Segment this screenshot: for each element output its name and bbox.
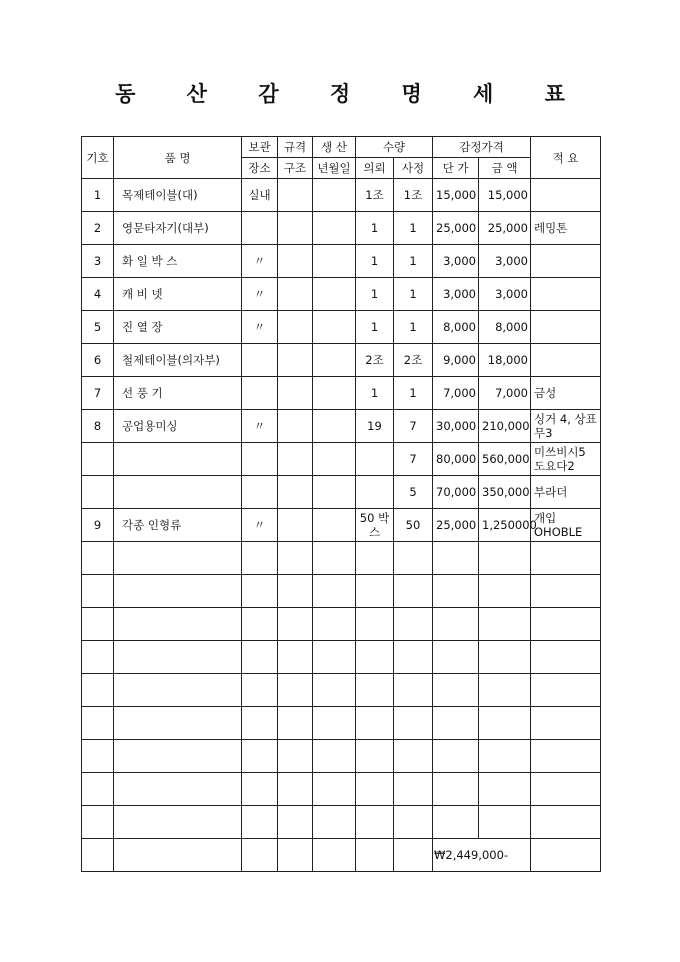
cell-amount: 210,000 xyxy=(479,410,531,443)
cell-storage: 〃 xyxy=(242,311,278,344)
empty-cell xyxy=(531,608,601,641)
cell-no: 1 xyxy=(82,179,114,212)
table-row xyxy=(82,311,601,344)
cell-remark xyxy=(531,179,601,212)
cell-qty-inspected: 1 xyxy=(394,245,433,278)
cell-name: 캐 비 넷 xyxy=(114,278,242,311)
header-storage-2: 장소 xyxy=(242,158,278,179)
cell-remark xyxy=(531,311,601,344)
cell-production xyxy=(313,344,356,377)
empty-cell xyxy=(278,575,313,608)
empty-cell xyxy=(394,839,433,872)
total-row xyxy=(82,839,601,872)
cell-amount: 1,250000 xyxy=(479,509,531,542)
cell-qty-requested xyxy=(356,476,394,509)
cell-remark: 개입 OHOBLE xyxy=(531,509,601,542)
empty-cell xyxy=(433,740,479,773)
cell-production xyxy=(313,476,356,509)
cell-amount: 560,000 xyxy=(479,443,531,476)
empty-cell xyxy=(278,740,313,773)
cell-unit-price: 7,000 xyxy=(433,377,479,410)
empty-cell xyxy=(114,542,242,575)
cell-storage xyxy=(242,377,278,410)
empty-cell xyxy=(313,806,356,839)
empty-cell xyxy=(82,641,114,674)
cell-spec xyxy=(278,410,313,443)
cell-amount: 350,000 xyxy=(479,476,531,509)
empty-cell xyxy=(242,740,278,773)
cell-spec xyxy=(278,245,313,278)
empty-cell xyxy=(531,542,601,575)
cell-production xyxy=(313,179,356,212)
cell-name: 목제테이블(대) xyxy=(114,179,242,212)
table-row xyxy=(82,344,601,377)
header-spec-2: 구조 xyxy=(278,158,313,179)
cell-unit-price: 80,000 xyxy=(433,443,479,476)
blank-row xyxy=(82,806,601,839)
cell-spec xyxy=(278,377,313,410)
header-amount: 금 액 xyxy=(479,158,531,179)
cell-qty-requested: 50 박스 xyxy=(356,509,394,542)
cell-production xyxy=(313,212,356,245)
header-price: 감정가격 xyxy=(433,137,531,158)
cell-production xyxy=(313,245,356,278)
cell-remark: 금성 xyxy=(531,377,601,410)
cell-remark xyxy=(531,344,601,377)
cell-unit-price: 3,000 xyxy=(433,245,479,278)
empty-cell xyxy=(278,641,313,674)
empty-cell xyxy=(114,806,242,839)
empty-cell xyxy=(394,707,433,740)
empty-cell xyxy=(114,674,242,707)
empty-cell xyxy=(433,641,479,674)
cell-storage: 〃 xyxy=(242,278,278,311)
empty-cell xyxy=(394,674,433,707)
cell-qty-requested: 19 xyxy=(356,410,394,443)
empty-cell xyxy=(433,575,479,608)
empty-cell xyxy=(433,608,479,641)
cell-no: 7 xyxy=(82,377,114,410)
cell-name: 선 풍 기 xyxy=(114,377,242,410)
cell-no: 4 xyxy=(82,278,114,311)
cell-remark xyxy=(531,245,601,278)
cell-spec xyxy=(278,311,313,344)
cell-qty-requested: 1 xyxy=(356,212,394,245)
document-title: 동 산 감 정 명 세 표 xyxy=(115,81,587,106)
empty-cell xyxy=(242,674,278,707)
cell-name: 공업용미싱 xyxy=(114,410,242,443)
cell-spec xyxy=(278,509,313,542)
empty-cell xyxy=(531,575,601,608)
cell-amount: 8,000 xyxy=(479,311,531,344)
cell-no: 6 xyxy=(82,344,114,377)
cell-storage: 〃 xyxy=(242,245,278,278)
empty-cell xyxy=(114,740,242,773)
empty-cell xyxy=(394,641,433,674)
empty-cell xyxy=(479,542,531,575)
empty-cell xyxy=(114,641,242,674)
appraisal-table xyxy=(81,136,601,872)
cell-production xyxy=(313,509,356,542)
blank-row xyxy=(82,674,601,707)
cell-storage: 실내 xyxy=(242,179,278,212)
empty-cell xyxy=(531,740,601,773)
empty-cell xyxy=(356,575,394,608)
empty-cell xyxy=(479,674,531,707)
cell-unit-price: 30,000 xyxy=(433,410,479,443)
empty-cell xyxy=(531,707,601,740)
empty-cell xyxy=(313,542,356,575)
header-spec: 규격 xyxy=(278,137,313,158)
empty-cell xyxy=(242,707,278,740)
empty-cell xyxy=(433,773,479,806)
empty-cell xyxy=(313,707,356,740)
empty-cell xyxy=(479,773,531,806)
cell-qty-requested: 1 xyxy=(356,311,394,344)
empty-cell xyxy=(356,608,394,641)
cell-production xyxy=(313,278,356,311)
empty-cell xyxy=(313,674,356,707)
cell-unit-price: 25,000 xyxy=(433,212,479,245)
empty-cell xyxy=(531,839,601,872)
cell-amount: 25,000 xyxy=(479,212,531,245)
empty-cell xyxy=(278,839,313,872)
cell-no xyxy=(82,443,114,476)
empty-cell xyxy=(356,641,394,674)
empty-cell xyxy=(82,575,114,608)
cell-remark: 레밍톤 xyxy=(531,212,601,245)
cell-qty-requested: 1 xyxy=(356,278,394,311)
cell-spec xyxy=(278,476,313,509)
cell-qty-requested: 1 xyxy=(356,377,394,410)
cell-storage xyxy=(242,344,278,377)
cell-qty-inspected: 1 xyxy=(394,212,433,245)
empty-cell xyxy=(82,542,114,575)
blank-row xyxy=(82,608,601,641)
empty-cell xyxy=(531,773,601,806)
header-qty-inspected: 사정 xyxy=(394,158,433,179)
header-name: 품 명 xyxy=(114,137,242,179)
empty-cell xyxy=(313,641,356,674)
empty-cell xyxy=(278,773,313,806)
cell-spec xyxy=(278,344,313,377)
header-storage: 보관 xyxy=(242,137,278,158)
blank-row xyxy=(82,773,601,806)
empty-cell xyxy=(114,773,242,806)
cell-name: 화 일 박 스 xyxy=(114,245,242,278)
empty-cell xyxy=(278,707,313,740)
empty-cell xyxy=(479,641,531,674)
table-row xyxy=(82,278,601,311)
empty-cell xyxy=(479,575,531,608)
table-row xyxy=(82,245,601,278)
cell-no: 2 xyxy=(82,212,114,245)
cell-unit-price: 8,000 xyxy=(433,311,479,344)
cell-no xyxy=(82,476,114,509)
empty-cell xyxy=(356,773,394,806)
empty-cell xyxy=(394,806,433,839)
cell-amount: 18,000 xyxy=(479,344,531,377)
cell-spec xyxy=(278,443,313,476)
empty-cell xyxy=(356,707,394,740)
empty-cell xyxy=(242,641,278,674)
table-row xyxy=(82,377,601,410)
cell-amount: 3,000 xyxy=(479,278,531,311)
cell-qty-inspected: 5 xyxy=(394,476,433,509)
empty-cell xyxy=(114,707,242,740)
cell-storage xyxy=(242,476,278,509)
header-unit-price: 단 가 xyxy=(433,158,479,179)
cell-qty-requested: 1 xyxy=(356,245,394,278)
blank-row xyxy=(82,641,601,674)
cell-qty-inspected: 1 xyxy=(394,311,433,344)
header-row-1 xyxy=(82,137,601,158)
empty-cell xyxy=(356,806,394,839)
empty-cell xyxy=(278,542,313,575)
empty-cell xyxy=(479,806,531,839)
blank-row xyxy=(82,575,601,608)
cell-name: 영문타자기(대부) xyxy=(114,212,242,245)
cell-storage: 〃 xyxy=(242,509,278,542)
empty-cell xyxy=(82,674,114,707)
total-amount: ₩2,449,000- xyxy=(433,839,531,872)
empty-cell xyxy=(278,806,313,839)
cell-qty-inspected: 1 xyxy=(394,278,433,311)
cell-storage xyxy=(242,443,278,476)
cell-remark xyxy=(531,278,601,311)
cell-name: 진 열 장 xyxy=(114,311,242,344)
table-row xyxy=(82,410,601,443)
table-row xyxy=(82,476,601,509)
cell-amount: 15,000 xyxy=(479,179,531,212)
cell-unit-price: 3,000 xyxy=(433,278,479,311)
empty-cell xyxy=(278,608,313,641)
table-row xyxy=(82,443,601,476)
empty-cell xyxy=(82,773,114,806)
empty-cell xyxy=(242,542,278,575)
cell-spec xyxy=(278,212,313,245)
cell-no: 9 xyxy=(82,509,114,542)
cell-name xyxy=(114,443,242,476)
empty-cell xyxy=(82,707,114,740)
empty-cell xyxy=(82,806,114,839)
empty-cell xyxy=(114,608,242,641)
empty-cell xyxy=(433,707,479,740)
cell-qty-requested: 2조 xyxy=(356,344,394,377)
cell-qty-inspected: 50 xyxy=(394,509,433,542)
empty-cell xyxy=(242,575,278,608)
empty-cell xyxy=(356,674,394,707)
cell-name: 철제테이블(의자부) xyxy=(114,344,242,377)
empty-cell xyxy=(531,674,601,707)
header-production: 생 산 xyxy=(313,137,356,158)
cell-name xyxy=(114,476,242,509)
cell-amount: 3,000 xyxy=(479,245,531,278)
empty-cell xyxy=(394,575,433,608)
cell-production xyxy=(313,443,356,476)
cell-qty-inspected: 1 xyxy=(394,377,433,410)
cell-unit-price: 25,000 xyxy=(433,509,479,542)
empty-cell xyxy=(356,542,394,575)
empty-cell xyxy=(114,839,242,872)
cell-production xyxy=(313,311,356,344)
empty-cell xyxy=(114,575,242,608)
empty-cell xyxy=(313,575,356,608)
cell-qty-requested xyxy=(356,443,394,476)
empty-cell xyxy=(82,740,114,773)
cell-unit-price: 9,000 xyxy=(433,344,479,377)
cell-no: 8 xyxy=(82,410,114,443)
cell-qty-requested: 1조 xyxy=(356,179,394,212)
empty-cell xyxy=(479,608,531,641)
table-row xyxy=(82,179,601,212)
empty-cell xyxy=(394,740,433,773)
empty-cell xyxy=(433,674,479,707)
cell-amount: 7,000 xyxy=(479,377,531,410)
cell-name: 각종 인형류 xyxy=(114,509,242,542)
empty-cell xyxy=(356,839,394,872)
empty-cell xyxy=(313,608,356,641)
header-qty-requested: 의뢰 xyxy=(356,158,394,179)
cell-spec xyxy=(278,278,313,311)
cell-qty-inspected: 7 xyxy=(394,410,433,443)
empty-cell xyxy=(313,773,356,806)
empty-cell xyxy=(242,839,278,872)
empty-cell xyxy=(394,542,433,575)
blank-row xyxy=(82,740,601,773)
header-no: 기호 xyxy=(82,137,114,179)
empty-cell xyxy=(479,740,531,773)
cell-qty-inspected: 7 xyxy=(394,443,433,476)
cell-qty-inspected: 1조 xyxy=(394,179,433,212)
header-production-2: 년월일 xyxy=(313,158,356,179)
cell-remark: 미쓰비시5 도요다2 xyxy=(531,443,601,476)
cell-remark: 싱거 4, 상표 무3 xyxy=(531,410,601,443)
cell-no: 5 xyxy=(82,311,114,344)
cell-unit-price: 15,000 xyxy=(433,179,479,212)
empty-cell xyxy=(531,641,601,674)
empty-cell xyxy=(531,806,601,839)
cell-unit-price: 70,000 xyxy=(433,476,479,509)
header-quantity: 수량 xyxy=(356,137,433,158)
cell-storage xyxy=(242,212,278,245)
empty-cell xyxy=(313,839,356,872)
empty-cell xyxy=(479,707,531,740)
empty-cell xyxy=(242,608,278,641)
empty-cell xyxy=(394,773,433,806)
empty-cell xyxy=(82,608,114,641)
empty-cell xyxy=(394,608,433,641)
table-row xyxy=(82,509,601,542)
cell-storage: 〃 xyxy=(242,410,278,443)
empty-cell xyxy=(242,806,278,839)
header-remark: 적 요 xyxy=(531,137,601,179)
cell-production xyxy=(313,410,356,443)
blank-row xyxy=(82,707,601,740)
table-row xyxy=(82,212,601,245)
cell-qty-inspected: 2조 xyxy=(394,344,433,377)
empty-cell xyxy=(433,806,479,839)
cell-remark: 부라더 xyxy=(531,476,601,509)
blank-row xyxy=(82,542,601,575)
empty-cell xyxy=(82,839,114,872)
empty-cell xyxy=(433,542,479,575)
empty-cell xyxy=(242,773,278,806)
empty-cell xyxy=(356,740,394,773)
cell-production xyxy=(313,377,356,410)
cell-spec xyxy=(278,179,313,212)
cell-no: 3 xyxy=(82,245,114,278)
empty-cell xyxy=(313,740,356,773)
empty-cell xyxy=(278,674,313,707)
